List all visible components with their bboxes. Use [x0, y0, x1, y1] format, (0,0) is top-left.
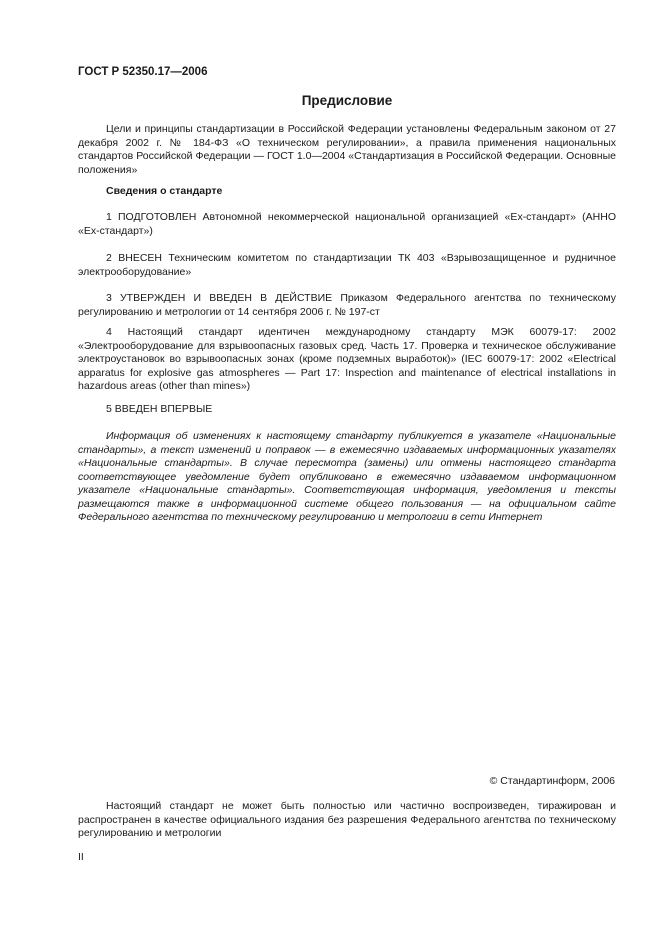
copyright-line: © Стандартинформ, 2006: [489, 775, 615, 787]
page-title: Предисловие: [301, 93, 393, 108]
list-item-5: 5 ВВЕДЕН ВПЕРВЫЕ: [106, 403, 213, 415]
list-item-3: 3 УТВЕРЖДЕН И ВВЕДЕН В ДЕЙСТВИЕ Приказом Федерального агентства по техническому регулированию и метрологии от 14 сентября 2006 г. № 197-ст: [78, 292, 616, 318]
intro-paragraph: Цели и принципы стандартизации в Российской Федерации установлены Федеральным законом от 27 декабря 2002 г. № 184-ФЗ «О техническом регулировании», а правила применения национальных стандартов Российской Федерации — ГОСТ 1.0—2004 «Стандартизация в Российской Федерации. Основные положения»: [78, 123, 616, 176]
info-notice: Информация об изменениях к настоящему стандарту публикуется в указателе «Национальные стандарты», а текст изменений и поправок — в ежемесячно издаваемых информационных указателях «Национальные стандарты». В случае пересмотра (замены) или отмены настоящего стандарта соответствующее уведомление будет опубликовано в ежемесячно издаваемом информационном указателе «Национальные стандарты». Соответствующая информация, уведомления и тексты размещаются также в информационной системе общего пользования — на официальном сайте Федерального агентства по техническому регулированию и метрологии в сети Интернет: [78, 430, 616, 523]
list-item-4: 4 Настоящий стандарт идентичен международному стандарту МЭК 60079-17: 2002 «Электрооборудование для взрывоопасных газовых сред. Часть 17. Проверка и техническое обслуживание электроустановок во взрывоопасных зонах (кроме подземных выработок)» (IEC 60079-17: 2002 «Electrical apparatus for explosive gas atmospheres — Part 17: Inspection and maintenance of electrical installations in hazardous areas (other than mines»): [78, 326, 616, 392]
page-number: II: [78, 851, 84, 863]
list-item-1: 1 ПОДГОТОВЛЕН Автономной некоммерческой национальной организацией «Ех-стандарт» (АННО «Ех-стандарт»): [78, 211, 616, 237]
standard-code-header: ГОСТ Р 52350.17—2006: [78, 66, 208, 78]
section-heading: Сведения о стандарте: [106, 185, 223, 197]
reproduction-notice: Настоящий стандарт не может быть полностью или частично воспроизведен, тиражирован и распространен в качестве официального издания без разрешения Федерального агентства по техническому регулированию и метрологии: [78, 800, 616, 839]
list-item-2: 2 ВНЕСЕН Техническим комитетом по стандартизации ТК 403 «Взрывозащищенное и рудничное электрооборудование»: [78, 252, 616, 278]
